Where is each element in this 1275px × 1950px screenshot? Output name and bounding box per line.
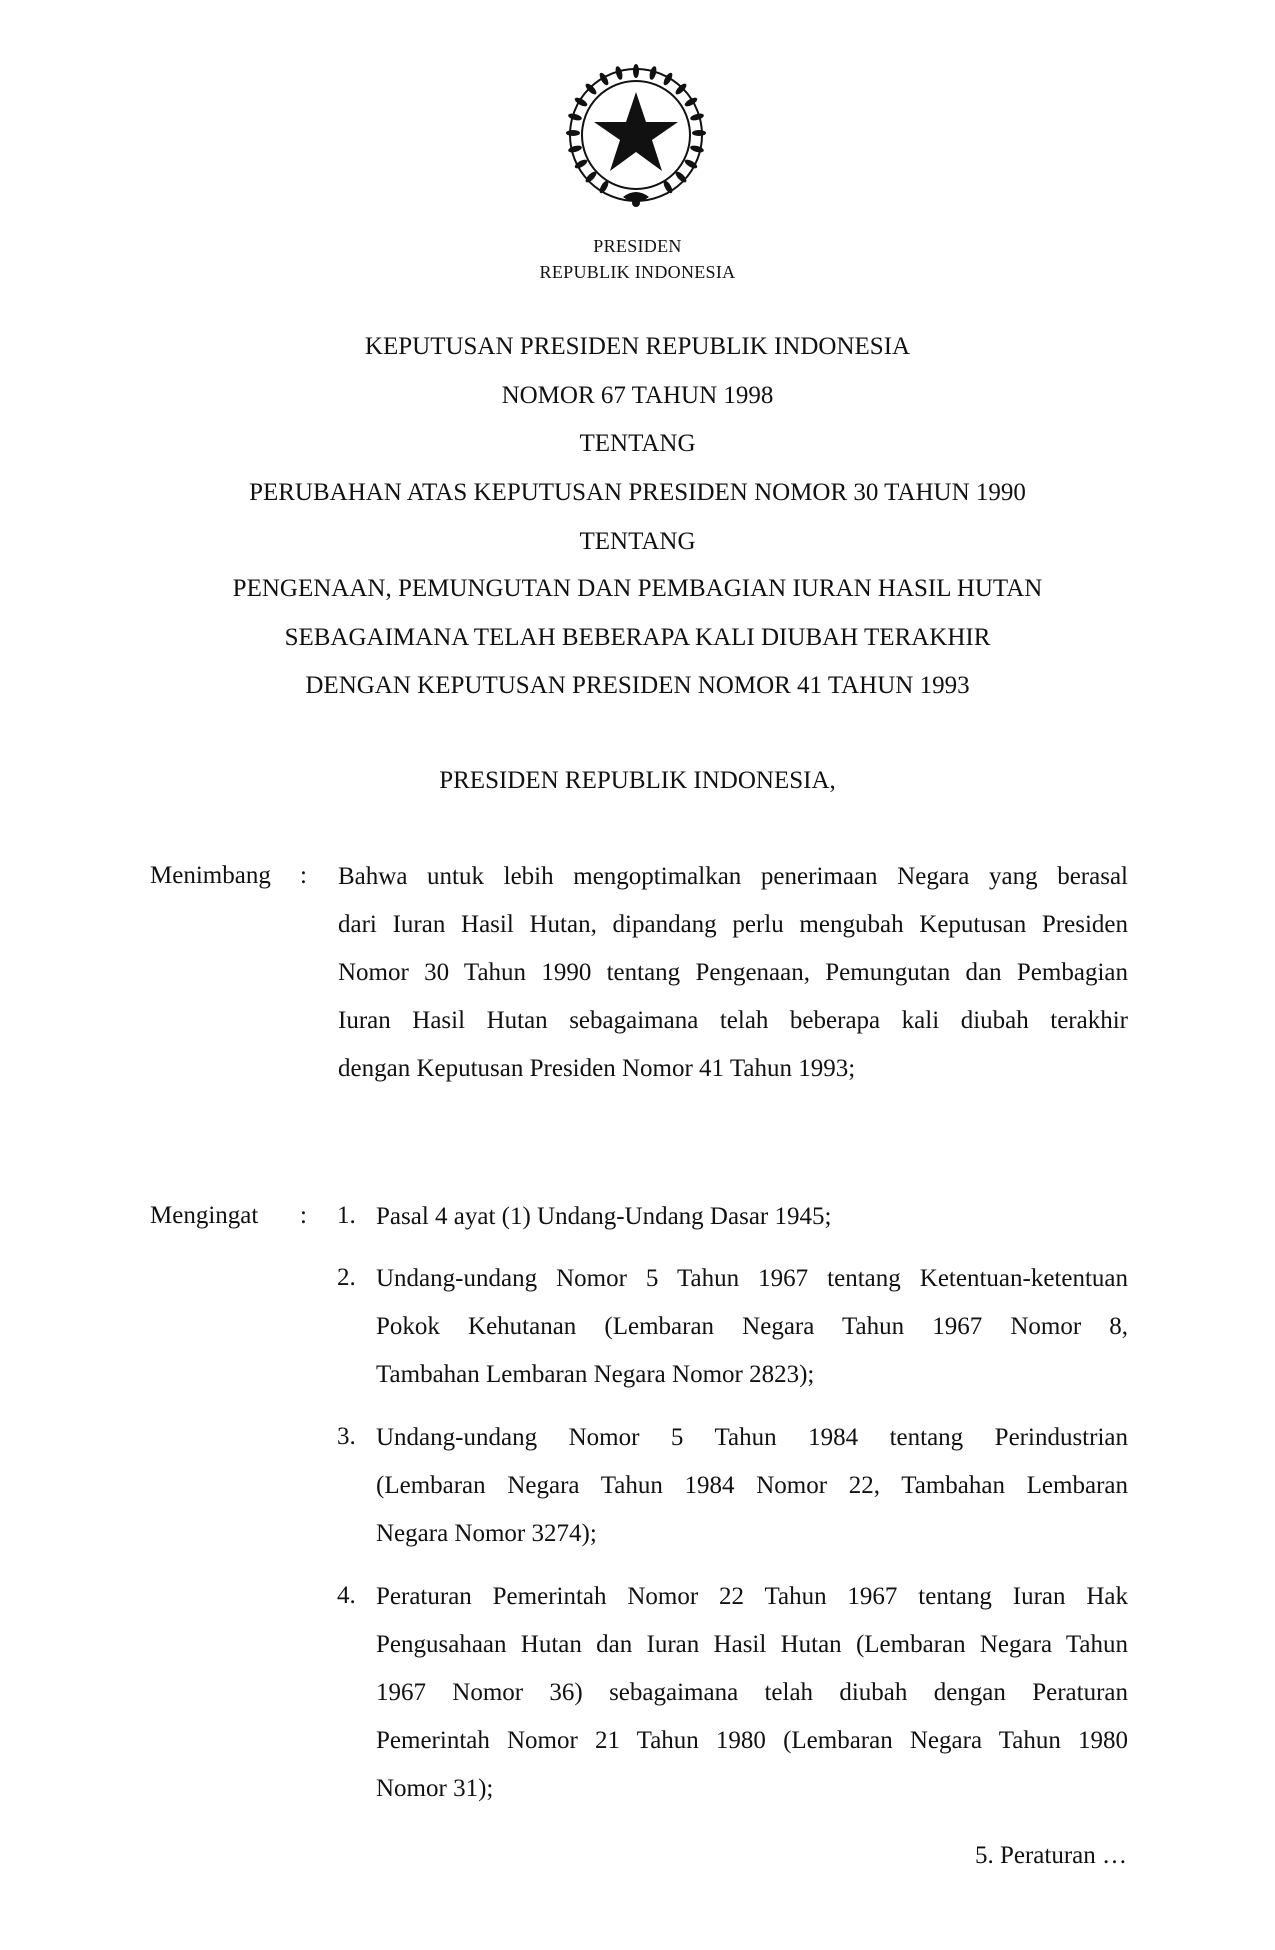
mengingat-item-line: (Lembaran Negara Tahun 1984 Nomor 22, Tambahan Lembaran	[376, 1472, 1128, 1499]
mengingat-colon: :	[300, 1202, 307, 1229]
menimbang-line: Nomor 30 Tahun 1990 tentang Pengenaan, Pemungutan dan Pembagian	[338, 959, 1128, 986]
page-continuation: 5. Peraturan …	[974, 1842, 1127, 1869]
garuda-star-emblem-icon	[553, 55, 719, 219]
institution-line-2: REPUBLIK INDONESIA	[539, 262, 736, 282]
menimbang-colon: :	[300, 862, 307, 889]
title-line: NOMOR 67 TAHUN 1998	[501, 382, 774, 409]
mengingat-item-line: Pasal 4 ayat (1) Undang-Undang Dasar 1945;	[376, 1203, 832, 1230]
mengingat-item-line: 1967 Nomor 36) sebagaimana telah diubah dengan Peraturan	[376, 1679, 1128, 1706]
menimbang-line: Iuran Hasil Hutan sebagaimana telah beberapa kali diubah terakhir	[338, 1007, 1128, 1034]
mengingat-item-line: Pemerintah Nomor 21 Tahun 1980 (Lembaran Negara Tahun 1980	[376, 1727, 1128, 1754]
menimbang-label: Menimbang	[150, 862, 271, 889]
mengingat-label: Mengingat	[150, 1202, 259, 1229]
mengingat-item-line: Nomor 31);	[376, 1775, 494, 1802]
mengingat-item-line: Undang-undang Nomor 5 Tahun 1984 tentang Perindustrian	[376, 1424, 1128, 1451]
mengingat-item-number: 4.	[337, 1582, 356, 1609]
title-line: KEPUTUSAN PRESIDEN REPUBLIK INDONESIA	[364, 333, 911, 360]
mengingat-item-number: 1.	[337, 1202, 356, 1229]
title-line: PERUBAHAN ATAS KEPUTUSAN PRESIDEN NOMOR 30 TAHUN 1990	[249, 479, 1026, 506]
title-line: DENGAN KEPUTUSAN PRESIDEN NOMOR 41 TAHUN 1993	[305, 672, 970, 699]
title-line: TENTANG	[579, 528, 696, 555]
menimbang-line: dari Iuran Hasil Hutan, dipandang perlu mengubah Keputusan Presiden	[338, 911, 1128, 938]
institution-line-1: PRESIDEN	[593, 236, 682, 256]
president-heading: PRESIDEN REPUBLIK INDONESIA,	[439, 767, 836, 794]
title-line: PENGENAAN, PEMUNGUTAN DAN PEMBAGIAN IURAN HASIL HUTAN	[232, 575, 1043, 602]
menimbang-line: dengan Keputusan Presiden Nomor 41 Tahun 1993;	[338, 1055, 856, 1082]
mengingat-item-line: Negara Nomor 3274);	[376, 1520, 597, 1547]
mengingat-item-line: Undang-undang Nomor 5 Tahun 1967 tentang Ketentuan-ketentuan	[376, 1265, 1128, 1292]
mengingat-item-line: Tambahan Lembaran Negara Nomor 2823);	[376, 1361, 815, 1388]
menimbang-line: Bahwa untuk lebih mengoptimalkan penerimaan Negara yang berasal	[338, 863, 1128, 890]
title-line: TENTANG	[579, 430, 696, 457]
mengingat-item-number: 3.	[337, 1423, 356, 1450]
mengingat-item-number: 2.	[337, 1264, 356, 1291]
mengingat-item-line: Pokok Kehutanan (Lembaran Negara Tahun 1967 Nomor 8,	[376, 1313, 1128, 1340]
title-line: SEBAGAIMANA TELAH BEBERAPA KALI DIUBAH TERAKHIR	[284, 624, 991, 651]
mengingat-item-line: Peraturan Pemerintah Nomor 22 Tahun 1967 tentang Iuran Hak	[376, 1583, 1128, 1610]
mengingat-item-line: Pengusahaan Hutan dan Iuran Hasil Hutan (Lembaran Negara Tahun	[376, 1631, 1128, 1658]
